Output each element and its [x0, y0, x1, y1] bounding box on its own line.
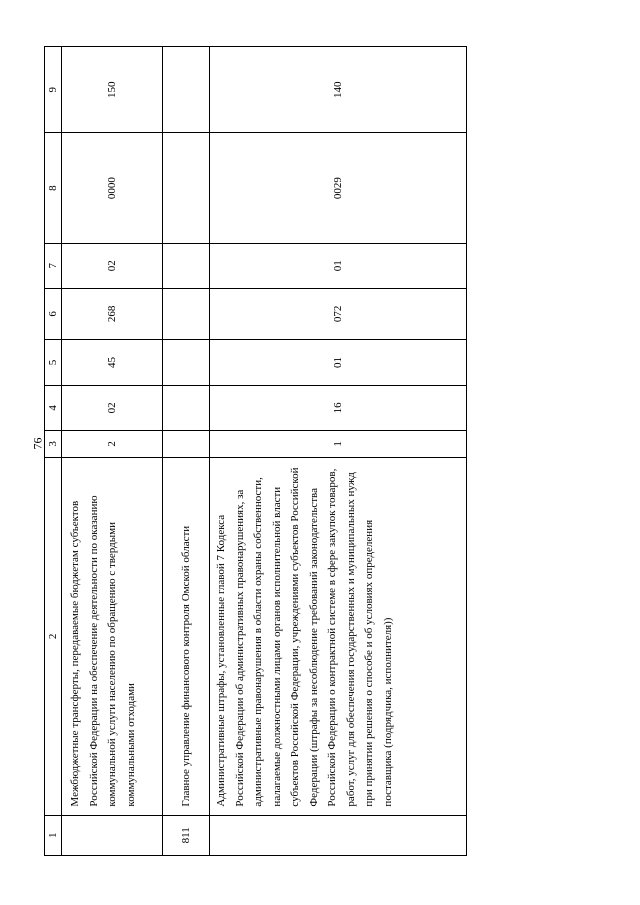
table-cell: 2 [62, 430, 163, 457]
table-cell [163, 133, 210, 243]
table-cell [163, 47, 210, 133]
table-row [210, 47, 467, 856]
table-cell [163, 288, 210, 339]
column-header: 9 [45, 47, 62, 133]
table-cell: 268 [62, 288, 163, 339]
table-cell: 1 [210, 430, 467, 457]
table-cell: 02 [62, 385, 163, 430]
column-header: 8 [45, 133, 62, 243]
table-cell [163, 340, 210, 386]
table-cell [210, 815, 467, 855]
rotated-page-content [44, 46, 444, 856]
table-cell: Административные штрафы, установленные главой 7 Кодекса Российской Федерации об административных правонарушениях, за административные правонарушения в области охраны собственности, налагаемые должностными лицами органов исполнительной власти субъектов Российской Федерации, учреждениями субъектов Российской Федерации (штрафы за несоблюдение требований законодательства Российской Федерации о контрактной системе в сфере закупок товаров, работ, услуг для обеспечения государственных и муниципальных нужд при принятии решения о способе и об условиях определения поставщика (подрядчика, исполнителя)) [210, 458, 467, 815]
table-cell: 45 [62, 340, 163, 386]
table-cell: 150 [62, 47, 163, 133]
table-cell: Главное управление финансового контроля Омской области [163, 458, 210, 815]
table-row [62, 47, 163, 856]
table-cell: 0000 [62, 133, 163, 243]
column-header: 6 [45, 288, 62, 339]
page-number: 76 [30, 437, 45, 450]
column-header: 1 [45, 815, 62, 855]
budget-codes-table [44, 46, 467, 856]
column-header: 3 [45, 430, 62, 457]
column-header: 2 [45, 458, 62, 815]
table-cell [163, 430, 210, 457]
table-cell: 01 [210, 243, 467, 288]
table-row [163, 47, 210, 856]
table-cell: 811 [163, 815, 210, 855]
table-header-row [45, 47, 62, 856]
column-header: 7 [45, 243, 62, 288]
table-cell [163, 243, 210, 288]
table-cell: 16 [210, 385, 467, 430]
table-cell: 0029 [210, 133, 467, 243]
table-cell: 02 [62, 243, 163, 288]
table-cell: 072 [210, 288, 467, 339]
table-cell: Межбюджетные трансферты, передаваемые бюджетам субъектов Российской Федерации на обеспечение деятельности по оказанию коммунальной услуги населению по обращению с твердыми коммунальными отходами [62, 458, 163, 815]
table-cell: 01 [210, 340, 467, 386]
table-cell [62, 815, 163, 855]
table-cell [163, 385, 210, 430]
table-cell: 140 [210, 47, 467, 133]
column-header: 4 [45, 385, 62, 430]
column-header: 5 [45, 340, 62, 386]
